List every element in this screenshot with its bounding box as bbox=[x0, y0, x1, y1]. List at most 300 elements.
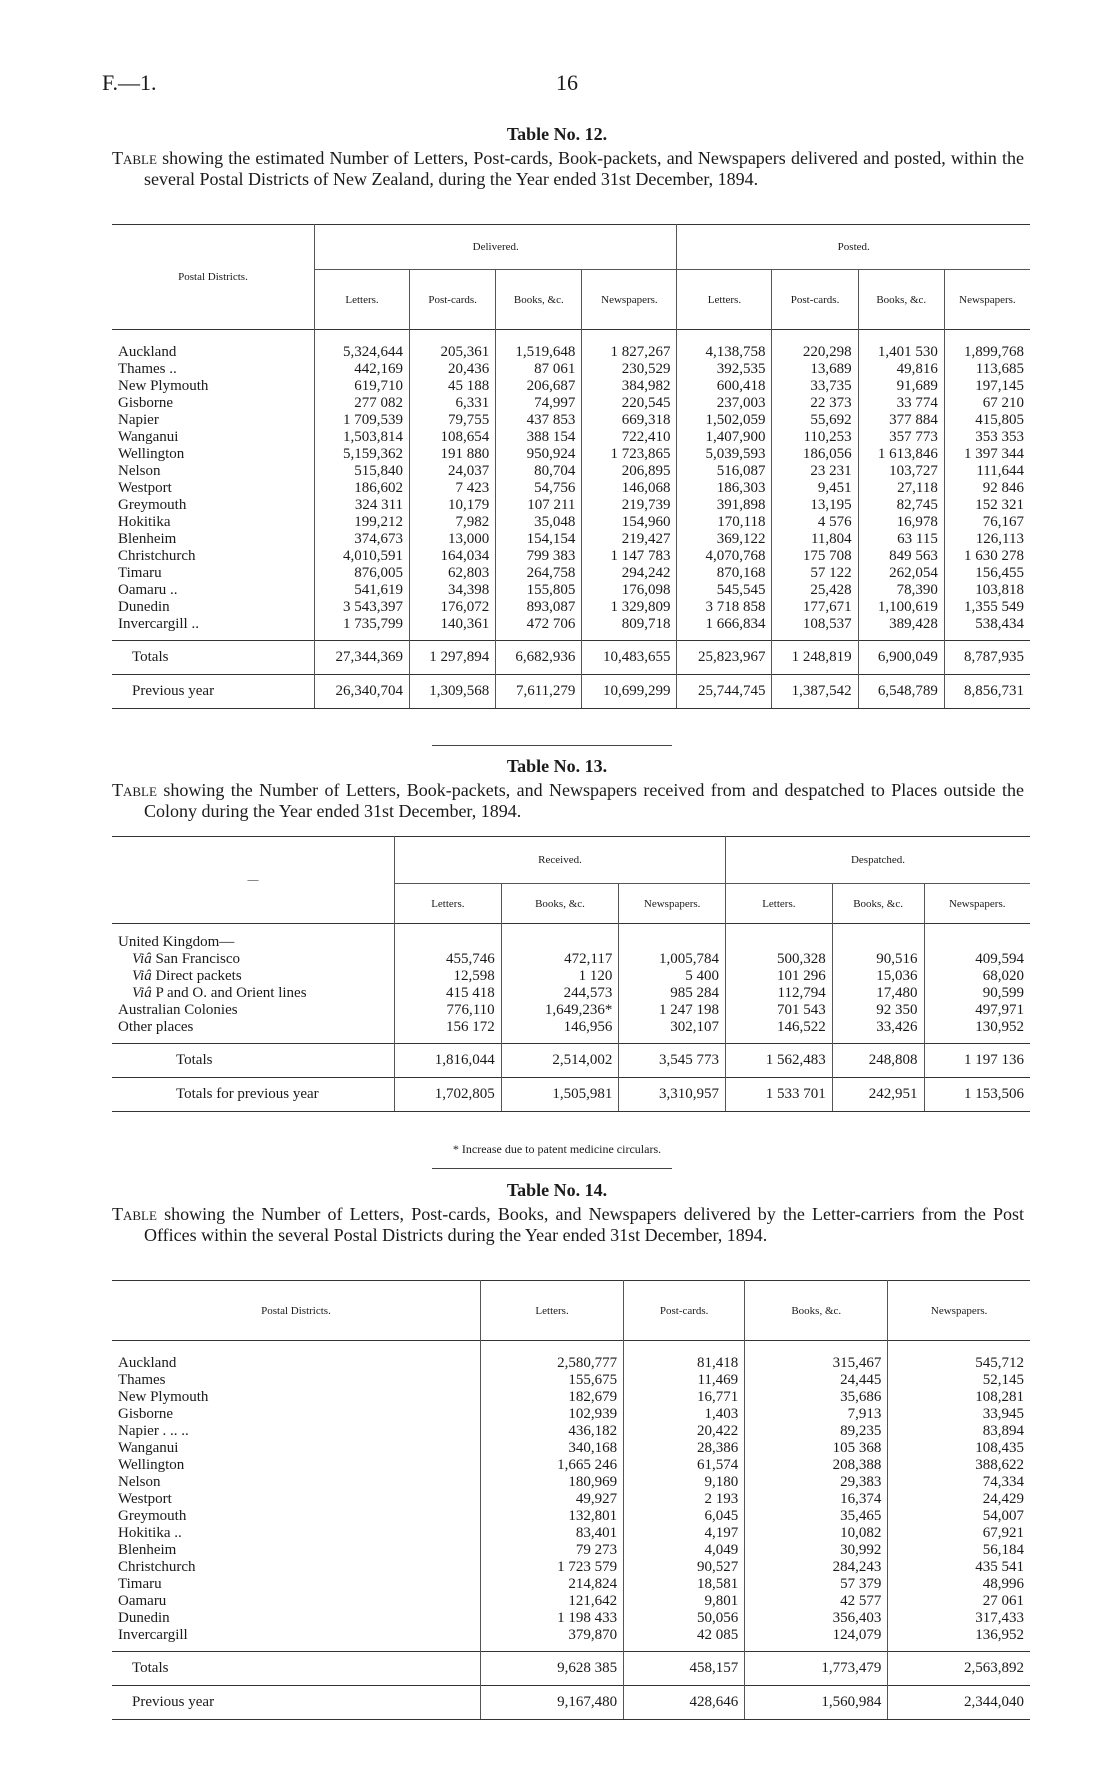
value-cell: 1 329,809 bbox=[582, 599, 677, 616]
col-header-place: — bbox=[247, 874, 259, 886]
value-cell: 284,243 bbox=[745, 1559, 888, 1576]
place-name: Other places bbox=[118, 1018, 194, 1035]
table-row bbox=[112, 616, 1030, 633]
value-cell: 6,045 bbox=[624, 1508, 745, 1525]
value-cell: 377 884 bbox=[858, 412, 944, 429]
row-label: Totals bbox=[112, 1652, 481, 1686]
group-label: United Kingdom— bbox=[118, 933, 235, 950]
value-cell: 156,455 bbox=[944, 565, 1030, 582]
value-cell: 353 353 bbox=[944, 429, 1030, 446]
value-cell: 164,034 bbox=[410, 548, 496, 565]
value-cell: 61,574 bbox=[624, 1457, 745, 1474]
value-cell: 3,545 773 bbox=[619, 1044, 726, 1078]
group-header-despatched: Despatched. bbox=[726, 837, 1030, 884]
value-cell: 10,082 bbox=[745, 1525, 888, 1542]
value-cell: 48,996 bbox=[888, 1576, 1030, 1593]
spacer-cell bbox=[582, 330, 677, 344]
value-cell: 186,602 bbox=[315, 480, 410, 497]
empty-cell bbox=[726, 934, 833, 951]
district-name: Auckland bbox=[118, 343, 177, 360]
col-header: Newspapers. bbox=[582, 270, 677, 330]
spacer-cell bbox=[624, 1341, 745, 1355]
value-cell: 1,503,814 bbox=[315, 429, 410, 446]
caption-lead: Table bbox=[112, 780, 157, 800]
group-header-posted: Posted. bbox=[677, 225, 1030, 270]
value-cell: 545,712 bbox=[888, 1355, 1030, 1372]
spacer-cell bbox=[410, 330, 496, 344]
value-cell: 16,978 bbox=[858, 514, 944, 531]
district-name: Napier . .. .. bbox=[118, 1422, 189, 1439]
value-cell: 324 311 bbox=[315, 497, 410, 514]
value-cell: 1,665 246 bbox=[481, 1457, 624, 1474]
value-cell: 56,184 bbox=[888, 1542, 1030, 1559]
district-name: Wellington bbox=[118, 1456, 185, 1473]
spacer-row bbox=[112, 1036, 1030, 1044]
value-cell: 107 211 bbox=[496, 497, 582, 514]
value-cell: 472,117 bbox=[501, 951, 619, 968]
value-cell: 206,895 bbox=[582, 463, 677, 480]
value-cell: 154,960 bbox=[582, 514, 677, 531]
table-row bbox=[112, 344, 1030, 361]
value-cell: 389,428 bbox=[858, 616, 944, 633]
empty-cell bbox=[501, 934, 619, 951]
spacer-cell bbox=[924, 924, 1030, 934]
totals-row bbox=[112, 1044, 1030, 1078]
value-cell: 950,924 bbox=[496, 446, 582, 463]
col-header: Newspapers. bbox=[888, 1281, 1030, 1341]
value-cell: 22 373 bbox=[772, 395, 858, 412]
value-cell: 105 368 bbox=[745, 1440, 888, 1457]
value-cell: 722,410 bbox=[582, 429, 677, 446]
spacer-cell bbox=[772, 330, 858, 344]
value-cell: 26,340,704 bbox=[315, 675, 410, 709]
value-cell: 90,516 bbox=[832, 951, 924, 968]
spacer-cell bbox=[832, 1036, 924, 1044]
value-cell: 1 247 198 bbox=[619, 1002, 726, 1019]
value-cell: 49,927 bbox=[481, 1491, 624, 1508]
spacer-row bbox=[112, 633, 1030, 641]
value-cell: 68,020 bbox=[924, 968, 1030, 985]
district-name: Westport bbox=[118, 1490, 172, 1507]
value-cell: 13,689 bbox=[772, 361, 858, 378]
value-cell: 6,548,789 bbox=[858, 675, 944, 709]
value-cell: 3 718 858 bbox=[677, 599, 772, 616]
spacer-cell bbox=[112, 1036, 395, 1044]
value-cell: 186,056 bbox=[772, 446, 858, 463]
col-header-postal-districts: Postal Districts. bbox=[261, 1304, 331, 1317]
value-cell: 35,465 bbox=[745, 1508, 888, 1525]
value-cell: 103,818 bbox=[944, 582, 1030, 599]
value-cell: 876,005 bbox=[315, 565, 410, 582]
col-header: Newspapers. bbox=[944, 270, 1030, 330]
row-label: Totals bbox=[112, 641, 315, 675]
col-header-postal-districts: Postal Districts. bbox=[178, 271, 248, 283]
value-cell: 4,138,758 bbox=[677, 344, 772, 361]
empty-cell bbox=[395, 934, 502, 951]
spacer-cell bbox=[112, 1341, 481, 1355]
row-label: Previous year bbox=[112, 1686, 481, 1720]
value-cell: 776,110 bbox=[395, 1002, 502, 1019]
value-cell: 497,971 bbox=[924, 1002, 1030, 1019]
value-cell: 33,426 bbox=[832, 1019, 924, 1036]
spacer-cell bbox=[745, 1644, 888, 1652]
value-cell: 49,816 bbox=[858, 361, 944, 378]
value-cell: 1 562,483 bbox=[726, 1044, 833, 1078]
place-cell bbox=[112, 968, 395, 985]
value-cell: 55,692 bbox=[772, 412, 858, 429]
value-cell: 155,805 bbox=[496, 582, 582, 599]
value-cell: 1 630 278 bbox=[944, 548, 1030, 565]
document-code: F.—1. bbox=[102, 70, 157, 95]
value-cell: 103,727 bbox=[858, 463, 944, 480]
district-name: Hokitika .. bbox=[118, 1524, 182, 1541]
value-cell: 220,545 bbox=[582, 395, 677, 412]
value-cell: 5,039,593 bbox=[677, 446, 772, 463]
table-row bbox=[112, 1440, 1030, 1457]
district-name: Thames .. bbox=[118, 360, 177, 377]
value-cell: 277 082 bbox=[315, 395, 410, 412]
value-cell: 45 188 bbox=[410, 378, 496, 395]
value-cell: 230,529 bbox=[582, 361, 677, 378]
table-row bbox=[112, 1355, 1030, 1372]
table-row bbox=[112, 1423, 1030, 1440]
spacer-cell bbox=[726, 924, 833, 934]
spacer-cell bbox=[496, 633, 582, 641]
caption-text: showing the Number of Letters, Book-packets, and Newspapers received from and despatched to Places outside the Colony during the Year ended 31st December, 1894. bbox=[144, 780, 1025, 821]
table-row bbox=[112, 582, 1030, 599]
value-cell: 83,401 bbox=[481, 1525, 624, 1542]
district-name: Blenheim bbox=[118, 1541, 177, 1558]
spacer-row bbox=[112, 330, 1030, 344]
value-cell: 1,401 530 bbox=[858, 344, 944, 361]
value-cell: 79 273 bbox=[481, 1542, 624, 1559]
spacer-cell bbox=[726, 1036, 833, 1044]
col-header: Letters. bbox=[726, 884, 833, 924]
spacer-cell bbox=[410, 633, 496, 641]
value-cell: 1 397 344 bbox=[944, 446, 1030, 463]
spacer-cell bbox=[582, 633, 677, 641]
value-cell: 219,427 bbox=[582, 531, 677, 548]
spacer-row bbox=[112, 924, 1030, 934]
value-cell: 57 379 bbox=[745, 1576, 888, 1593]
value-cell: 101 296 bbox=[726, 968, 833, 985]
value-cell: 8,787,935 bbox=[944, 641, 1030, 675]
table-row bbox=[112, 463, 1030, 480]
caption-text: showing the estimated Number of Letters, Post-cards, Book-packets, and Newspapers delivered and posted, within the several Postal Districts of New Zealand, during the Year ended 31st December, 1894. bbox=[144, 148, 1024, 189]
value-cell: 442,169 bbox=[315, 361, 410, 378]
value-cell: 176,098 bbox=[582, 582, 677, 599]
value-cell: 9,180 bbox=[624, 1474, 745, 1491]
value-cell: 264,758 bbox=[496, 565, 582, 582]
value-cell: 110,253 bbox=[772, 429, 858, 446]
value-cell: 4,049 bbox=[624, 1542, 745, 1559]
value-cell: 9,451 bbox=[772, 480, 858, 497]
value-cell: 136,952 bbox=[888, 1627, 1030, 1644]
spacer-row bbox=[112, 1644, 1030, 1652]
value-cell: 455,746 bbox=[395, 951, 502, 968]
table-row bbox=[112, 514, 1030, 531]
table-row bbox=[112, 1389, 1030, 1406]
divider bbox=[432, 745, 672, 746]
value-cell: 121,642 bbox=[481, 1593, 624, 1610]
value-cell: 62,803 bbox=[410, 565, 496, 582]
value-cell: 74,334 bbox=[888, 1474, 1030, 1491]
row-label: Totals for previous year bbox=[112, 1078, 395, 1112]
value-cell: 516,087 bbox=[677, 463, 772, 480]
value-cell: 242,951 bbox=[832, 1078, 924, 1112]
value-cell: 90,527 bbox=[624, 1559, 745, 1576]
value-cell: 30,992 bbox=[745, 1542, 888, 1559]
value-cell: 10,483,655 bbox=[582, 641, 677, 675]
value-cell: 5,159,362 bbox=[315, 446, 410, 463]
caption-lead: Table bbox=[112, 148, 157, 168]
district-name: Christchurch bbox=[118, 547, 196, 564]
value-cell: 619,710 bbox=[315, 378, 410, 395]
value-cell: 29,383 bbox=[745, 1474, 888, 1491]
value-cell: 180,969 bbox=[481, 1474, 624, 1491]
spacer-cell bbox=[677, 633, 772, 641]
value-cell: 18,581 bbox=[624, 1576, 745, 1593]
district-name: Wanganui bbox=[118, 1439, 179, 1456]
table-row bbox=[112, 1474, 1030, 1491]
value-cell: 4,010,591 bbox=[315, 548, 410, 565]
empty-cell bbox=[619, 934, 726, 951]
spacer-cell bbox=[619, 1036, 726, 1044]
district-name: Dunedin bbox=[118, 598, 170, 615]
value-cell: 24,429 bbox=[888, 1491, 1030, 1508]
value-cell: 870,168 bbox=[677, 565, 772, 582]
value-cell: 92 350 bbox=[832, 1002, 924, 1019]
table14-caption bbox=[112, 1204, 1024, 1246]
value-cell: 155,675 bbox=[481, 1372, 624, 1389]
value-cell: 357 773 bbox=[858, 429, 944, 446]
value-cell: 83,894 bbox=[888, 1423, 1030, 1440]
value-cell: 89,235 bbox=[745, 1423, 888, 1440]
spacer-cell bbox=[858, 330, 944, 344]
value-cell: 384,982 bbox=[582, 378, 677, 395]
table-row bbox=[112, 565, 1030, 582]
value-cell: 2,514,002 bbox=[501, 1044, 619, 1078]
value-cell: 17,480 bbox=[832, 985, 924, 1002]
table13-footnote: * Increase due to patent medicine circulars. bbox=[452, 1142, 662, 1156]
value-cell: 2,580,777 bbox=[481, 1355, 624, 1372]
table-row bbox=[112, 480, 1030, 497]
district-name: Gisborne bbox=[118, 394, 173, 411]
value-cell: 10,699,299 bbox=[582, 675, 677, 709]
district-name: New Plymouth bbox=[118, 377, 209, 394]
spacer-cell bbox=[112, 633, 315, 641]
value-cell: 24,037 bbox=[410, 463, 496, 480]
spacer-cell bbox=[619, 924, 726, 934]
spacer-cell bbox=[858, 633, 944, 641]
value-cell: 16,771 bbox=[624, 1389, 745, 1406]
spacer-cell bbox=[481, 1341, 624, 1355]
value-cell: 7 423 bbox=[410, 480, 496, 497]
value-cell: 262,054 bbox=[858, 565, 944, 582]
value-cell: 42 577 bbox=[745, 1593, 888, 1610]
value-cell: 415,805 bbox=[944, 412, 1030, 429]
value-cell: 20,422 bbox=[624, 1423, 745, 1440]
value-cell: 1,899,768 bbox=[944, 344, 1030, 361]
value-cell: 1,519,648 bbox=[496, 344, 582, 361]
value-cell: 985 284 bbox=[619, 985, 726, 1002]
place-name: P and O. and Orient lines bbox=[155, 984, 307, 1001]
place-name: Australian Colonies bbox=[118, 1001, 238, 1018]
value-cell: 379,870 bbox=[481, 1627, 624, 1644]
spacer-cell bbox=[624, 1644, 745, 1652]
value-cell: 54,756 bbox=[496, 480, 582, 497]
value-cell: 437 853 bbox=[496, 412, 582, 429]
value-cell: 237,003 bbox=[677, 395, 772, 412]
district-name: Greymouth bbox=[118, 1507, 187, 1524]
previous-year-row bbox=[112, 675, 1030, 709]
value-cell: 146,956 bbox=[501, 1019, 619, 1036]
value-cell: 67 210 bbox=[944, 395, 1030, 412]
value-cell: 28,386 bbox=[624, 1440, 745, 1457]
value-cell: 4,197 bbox=[624, 1525, 745, 1542]
value-cell: 541,619 bbox=[315, 582, 410, 599]
previous-year-row bbox=[112, 1686, 1030, 1720]
value-cell: 1,100,619 bbox=[858, 599, 944, 616]
spacer-cell bbox=[395, 924, 502, 934]
value-cell: 669,318 bbox=[582, 412, 677, 429]
value-cell: 27 061 bbox=[888, 1593, 1030, 1610]
place-name: Direct packets bbox=[155, 967, 242, 984]
value-cell: 42 085 bbox=[624, 1627, 745, 1644]
spacer-cell bbox=[832, 924, 924, 934]
value-cell: 205,361 bbox=[410, 344, 496, 361]
district-name: Wellington bbox=[118, 445, 185, 462]
place-cell bbox=[112, 1019, 395, 1036]
value-cell: 1,355 549 bbox=[944, 599, 1030, 616]
value-cell: 435 541 bbox=[888, 1559, 1030, 1576]
value-cell: 809,718 bbox=[582, 616, 677, 633]
spacer-cell bbox=[677, 330, 772, 344]
table-row bbox=[112, 985, 1030, 1002]
col-header: Letters. bbox=[315, 270, 410, 330]
value-cell: 199,212 bbox=[315, 514, 410, 531]
district-name: Hokitika bbox=[118, 513, 171, 530]
value-cell: 1 723 579 bbox=[481, 1559, 624, 1576]
value-cell: 67,921 bbox=[888, 1525, 1030, 1542]
table-row bbox=[112, 1542, 1030, 1559]
value-cell: 1,505,981 bbox=[501, 1078, 619, 1112]
col-header: Books, &c. bbox=[496, 270, 582, 330]
value-cell: 340,168 bbox=[481, 1440, 624, 1457]
value-cell: 186,303 bbox=[677, 480, 772, 497]
value-cell: 799 383 bbox=[496, 548, 582, 565]
spacer-cell bbox=[944, 330, 1030, 344]
value-cell: 1 248,819 bbox=[772, 641, 858, 675]
spacer-cell bbox=[772, 633, 858, 641]
district-name: Thames bbox=[118, 1371, 166, 1388]
value-cell: 1 297,894 bbox=[410, 641, 496, 675]
value-cell: 111,644 bbox=[944, 463, 1030, 480]
table13 bbox=[112, 836, 1030, 1112]
value-cell: 35,048 bbox=[496, 514, 582, 531]
district-name: Invercargill .. bbox=[118, 615, 199, 632]
value-cell: 7,982 bbox=[410, 514, 496, 531]
value-cell: 208,388 bbox=[745, 1457, 888, 1474]
value-cell: 1,005,784 bbox=[619, 951, 726, 968]
district-name: Auckland bbox=[118, 1354, 177, 1371]
table-row bbox=[112, 951, 1030, 968]
value-cell: 436,182 bbox=[481, 1423, 624, 1440]
spacer-cell bbox=[501, 924, 619, 934]
value-cell: 82,745 bbox=[858, 497, 944, 514]
spacer-cell bbox=[315, 330, 410, 344]
value-cell: 1 120 bbox=[501, 968, 619, 985]
district-name: Christchurch bbox=[118, 1558, 196, 1575]
value-cell: 57 122 bbox=[772, 565, 858, 582]
group-header-received: Received. bbox=[395, 837, 726, 884]
value-cell: 177,671 bbox=[772, 599, 858, 616]
district-name: Napier bbox=[118, 411, 159, 428]
value-cell: 23 231 bbox=[772, 463, 858, 480]
district-name: Nelson bbox=[118, 1473, 161, 1490]
value-cell: 182,679 bbox=[481, 1389, 624, 1406]
value-cell: 102,939 bbox=[481, 1406, 624, 1423]
table-row bbox=[112, 1491, 1030, 1508]
spacer-cell bbox=[315, 633, 410, 641]
table-row bbox=[112, 1406, 1030, 1423]
value-cell: 87 061 bbox=[496, 361, 582, 378]
place-name: San Francisco bbox=[155, 950, 241, 967]
value-cell: 4 576 bbox=[772, 514, 858, 531]
district-name: New Plymouth bbox=[118, 1388, 209, 1405]
table-row bbox=[112, 412, 1030, 429]
totals-row bbox=[112, 1652, 1030, 1686]
value-cell: 54,007 bbox=[888, 1508, 1030, 1525]
value-cell: 500,328 bbox=[726, 951, 833, 968]
totals-row bbox=[112, 641, 1030, 675]
caption-lead: Table bbox=[112, 1204, 157, 1224]
value-cell: 25,428 bbox=[772, 582, 858, 599]
value-cell: 52,145 bbox=[888, 1372, 1030, 1389]
district-name: Wanganui bbox=[118, 428, 179, 445]
district-name: Gisborne bbox=[118, 1405, 173, 1422]
col-header: Newspapers. bbox=[619, 884, 726, 924]
value-cell: 92 846 bbox=[944, 480, 1030, 497]
value-cell: 9,167,480 bbox=[481, 1686, 624, 1720]
table-row bbox=[112, 1457, 1030, 1474]
value-cell: 175 708 bbox=[772, 548, 858, 565]
value-cell: 388 154 bbox=[496, 429, 582, 446]
table-row bbox=[112, 1525, 1030, 1542]
value-cell: 302,107 bbox=[619, 1019, 726, 1036]
spacer-cell bbox=[888, 1644, 1030, 1652]
value-cell: 8,856,731 bbox=[944, 675, 1030, 709]
page-number: 16 bbox=[556, 70, 578, 95]
value-cell: 538,434 bbox=[944, 616, 1030, 633]
table13-title: Table No. 13. bbox=[506, 756, 608, 776]
table-row bbox=[112, 1002, 1030, 1019]
table14-title: Table No. 14. bbox=[506, 1180, 608, 1200]
empty-cell bbox=[832, 934, 924, 951]
spacer-cell bbox=[496, 330, 582, 344]
col-header: Letters. bbox=[677, 270, 772, 330]
table-row bbox=[112, 599, 1030, 616]
value-cell: 1 533 701 bbox=[726, 1078, 833, 1112]
value-cell: 79,755 bbox=[410, 412, 496, 429]
value-cell: 1 198 433 bbox=[481, 1610, 624, 1627]
value-cell: 1 723,865 bbox=[582, 446, 677, 463]
value-cell: 392,535 bbox=[677, 361, 772, 378]
spacer-cell bbox=[112, 924, 395, 934]
district-name: Oamaru bbox=[118, 1592, 167, 1609]
table-row bbox=[112, 1610, 1030, 1627]
table12-caption bbox=[112, 148, 1024, 190]
